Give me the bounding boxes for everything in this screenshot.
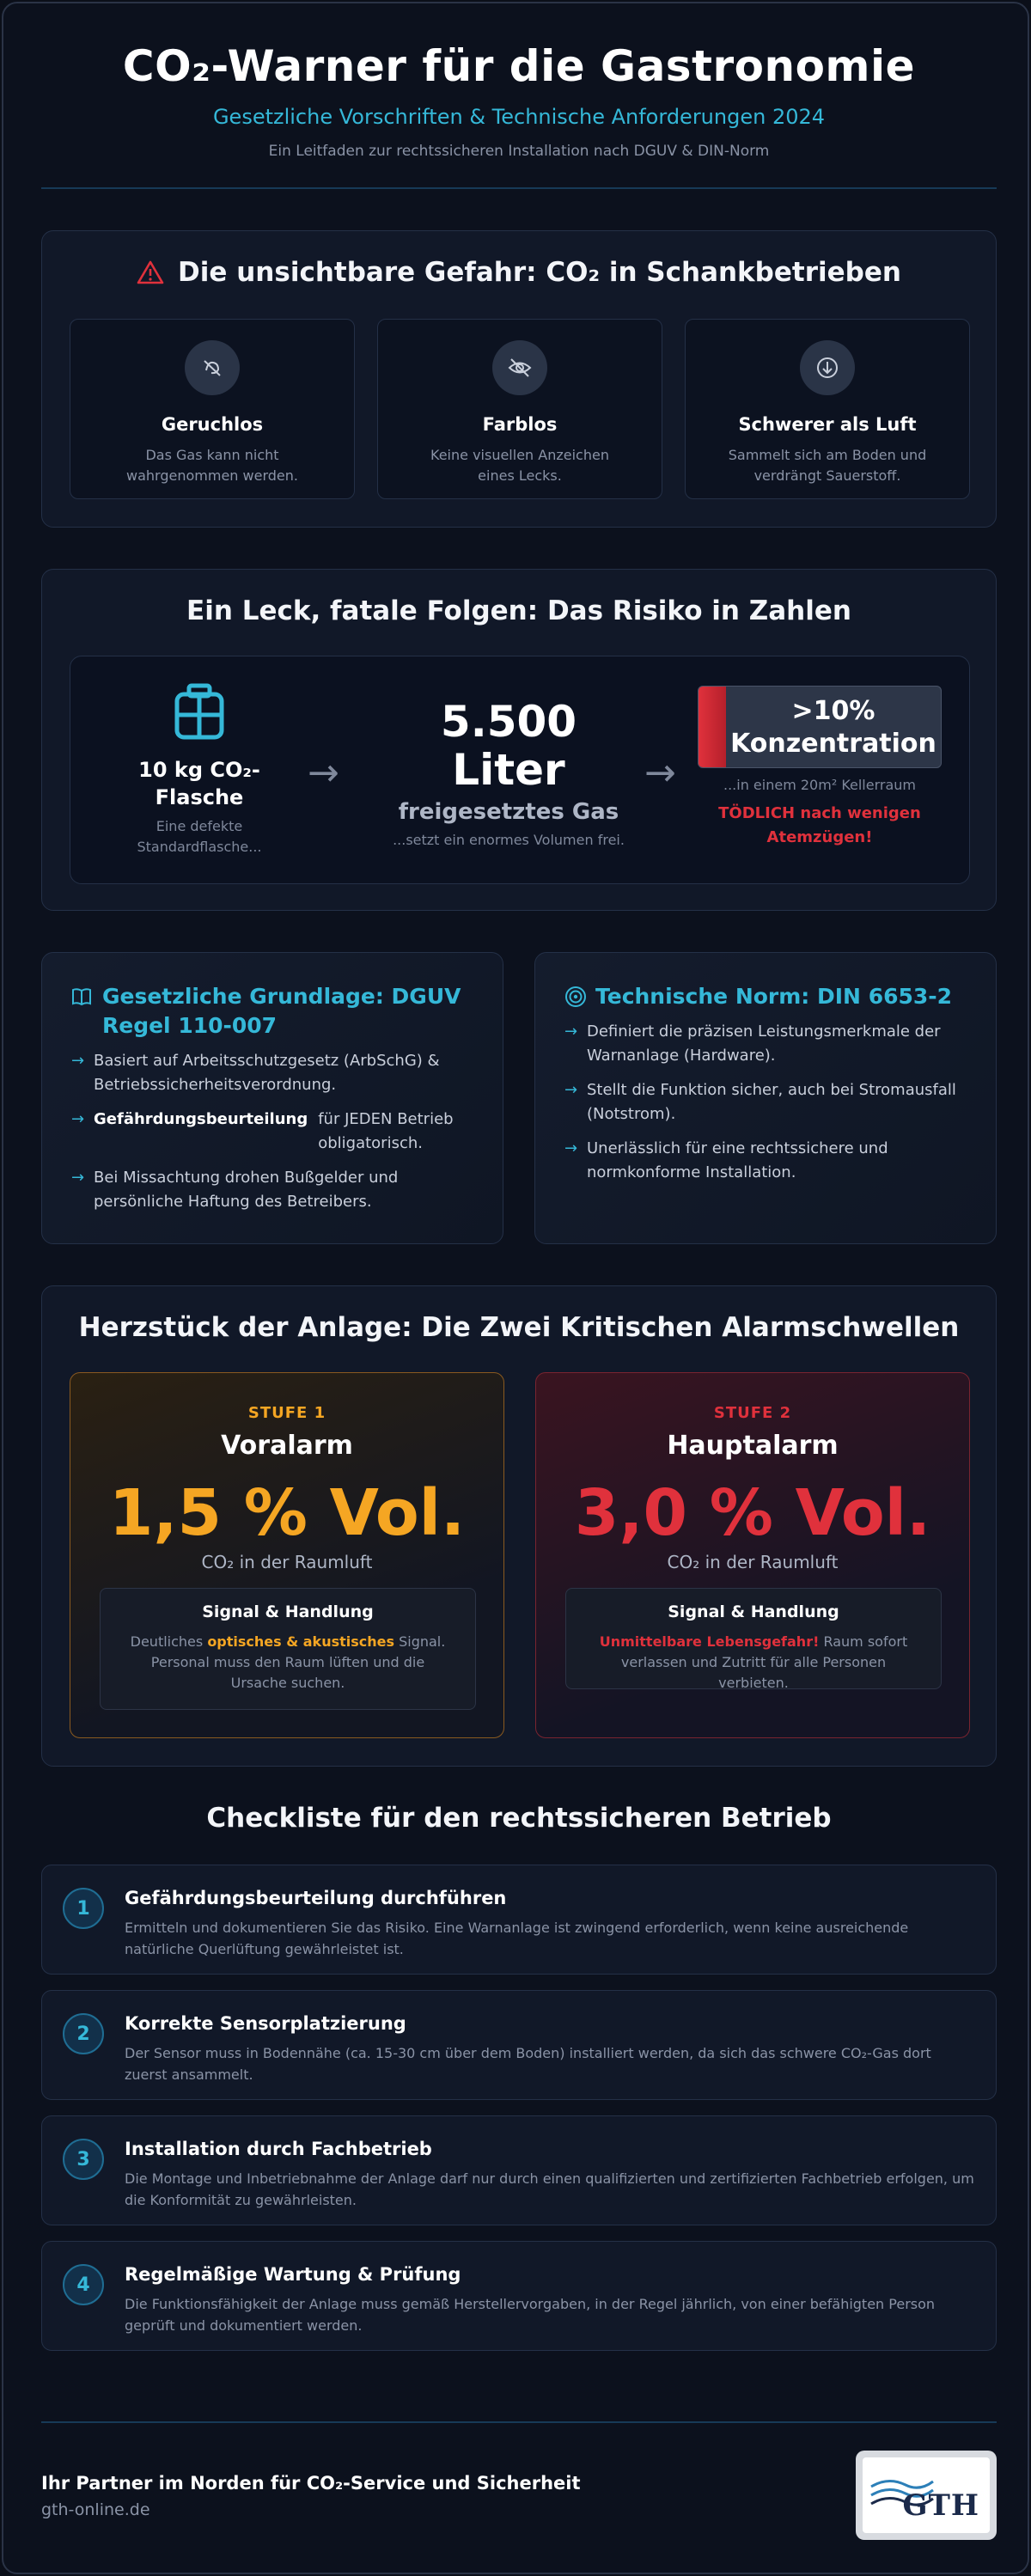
volume-block (363, 698, 655, 848)
concentration-badge (698, 686, 942, 768)
risk-panel (70, 656, 970, 884)
logo-inner (863, 2457, 990, 2533)
eye-off-icon (492, 340, 547, 395)
risk-section (41, 569, 997, 911)
volume-label: freigesetztes Gas (398, 799, 619, 825)
list-item: → Unerlässlich für eine rechtssichere und normkonforme Installation. (564, 1137, 977, 1185)
bottle-text: Eine defekte Standardflasche... (137, 818, 262, 855)
alarm-name: Hauptalarm (667, 1431, 839, 1461)
bold-term: Gefährdungsbeurteilung (94, 1110, 308, 1128)
concentration-value: >10% Konzentration (730, 696, 936, 759)
step-number: 4 (63, 2264, 104, 2305)
arrow-icon: → (564, 1081, 578, 1099)
checklist-item (41, 1865, 997, 1975)
checklist-title: Checkliste für den rechtssicheren Betrieb (206, 1803, 832, 1834)
footer-divider (41, 2421, 997, 2423)
volume-text: ...setzt ein enormes Volumen frei. (393, 832, 625, 848)
risk-title: Ein Leck, fatale Folgen: Das Risiko in Zahlen (186, 595, 851, 626)
danger-heading (42, 257, 996, 288)
legal-heading (71, 982, 484, 1041)
prop-title: Farblos (482, 414, 558, 435)
volume-unit: Liter (452, 745, 565, 795)
volume-value: 5.500 (440, 697, 577, 747)
step-text: Die Funktionsfähigkeit der Anlage muss gemäß Herstellervorgaben, in der Regel jährlich, von einer befähigten Person geprüft und dokumentiert werden. (125, 2296, 936, 2334)
arrow-icon: → (71, 1169, 85, 1187)
alarm-name: Voralarm (221, 1431, 353, 1461)
page-subtitle: Gesetzliche Vorschriften & Technische Anforderungen 2024 (212, 105, 826, 129)
checklist-item (41, 1990, 997, 2100)
list-item: → Gefährdungsbeurteilung für JEDEN Betrieb obligatorisch. (71, 1108, 484, 1156)
content (41, 3, 997, 2523)
alarm-stage: STUFE 2 (713, 1404, 792, 1422)
gas-bottle-icon (172, 682, 227, 741)
danger-section (41, 230, 997, 528)
arrow-down-icon (800, 340, 855, 395)
arrow-icon: → (71, 1110, 85, 1128)
alarm-level-main (535, 1372, 970, 1738)
signal-box (100, 1588, 476, 1710)
checklist-item (41, 2241, 997, 2351)
alarm-title: Herzstück der Anlage: Die Zwei Kritischen Alarmschwellen (78, 1312, 960, 1343)
checklist-item (41, 2115, 997, 2225)
prop-title: Schwerer als Luft (738, 414, 917, 435)
prop-card-heavier (685, 319, 970, 499)
list-item: → Bei Missachtung drohen Bußgelder und persönliche Haftung des Betreibers. (71, 1166, 484, 1214)
concentration-text: ...in einem 20m² Kellerraum (723, 777, 916, 793)
header (41, 3, 997, 189)
step-number: 1 (63, 1888, 104, 1929)
alarm-value: 1,5 % Vol. (108, 1476, 466, 1550)
alarm-unit: CO₂ in der Raumluft (201, 1552, 373, 1572)
prop-text: Sammelt sich am Boden und verdrängt Sauerstoff. (728, 447, 927, 484)
signal-text: Unmittelbare Lebensgefahr! Raum sofort verlassen und Zutritt für alle Personen verbieten. (599, 1633, 908, 1691)
alarm-level-pre (70, 1372, 504, 1738)
signal-text: Deutliches optisches & akustisches Signal. Personal muss den Raum lüften und die Ursache suchen. (130, 1633, 446, 1691)
alarm-value: 3,0 % Vol. (574, 1476, 931, 1550)
signal-box (565, 1588, 942, 1689)
arrow-icon: → (564, 1139, 578, 1157)
danger-title: Die unsichtbare Gefahr: CO₂ in Schankbetrieben (178, 257, 901, 288)
step-title: Installation durch Fachbetrieb (125, 2139, 432, 2159)
prop-card-colorless (377, 319, 662, 499)
norm-heading (564, 982, 977, 1011)
concentration-bar (699, 687, 726, 767)
list-item: → Basiert auf Arbeitsschutzgesetz (ArbSchG) & Betriebssicherheitsverordnung. (71, 1049, 484, 1097)
list-item: → Definiert die präzisen Leistungsmerkmale der Warnanlage (Hardware). (564, 1020, 977, 1068)
prop-text: Das Gas kann nicht wahrgenommen werden. (126, 447, 298, 484)
concentration-warning: TÖDLICH nach wenigen Atemzügen! (718, 804, 921, 846)
footer-tagline: Ihr Partner im Norden für CO₂-Service und Sicherheit (41, 2473, 581, 2494)
legal-list (71, 1049, 484, 1224)
arrow-right-icon: → (644, 751, 676, 795)
concentration-block (698, 686, 942, 850)
step-text: Ermitteln und dokumentieren Sie das Risiko. Eine Warnanlage ist zwingend erforderlich, wenn keine ausreichende natürliche Querlüftung gewährleistet ist. (125, 1920, 909, 1957)
prop-text: Keine visuellen Anzeichen eines Lecks. (430, 447, 609, 484)
bottle-title: 10 kg CO₂-Flasche (138, 758, 260, 809)
bottle-block (105, 682, 294, 858)
nose-crossed-icon (185, 340, 240, 395)
prop-card-odorless (70, 319, 355, 499)
danger-props (70, 319, 970, 499)
prop-title: Geruchlos (161, 414, 264, 435)
step-number: 3 (63, 2139, 104, 2180)
step-text: Die Montage und Inbetriebnahme der Anlage darf nur durch einen qualifizierten und zertifizierten Fachbetrieb erfolgen, um die Konformität zu gewährleisten. (125, 2170, 974, 2208)
page-frame (2, 2, 1029, 2574)
norm-card (534, 952, 997, 1244)
alarm-stage: STUFE 1 (247, 1404, 326, 1422)
signal-title: Signal & Handlung (668, 1602, 839, 1621)
step-title: Gefährdungsbeurteilung durchführen (125, 1888, 507, 1908)
step-number: 2 (63, 2013, 104, 2054)
step-text: Der Sensor muss in Bodennähe (ca. 15-30 cm über dem Boden) installiert werden, da sich das schwere CO₂-Gas dort zuerst ansammelt. (125, 2045, 931, 2083)
book-icon (71, 987, 92, 1006)
company-logo (856, 2451, 997, 2540)
legal-card (41, 952, 503, 1244)
step-title: Regelmäßige Wartung & Prüfung (125, 2264, 461, 2285)
page-title: CO₂-Warner für die Gastronomie (122, 41, 916, 91)
page-lead: Ein Leitfaden zur rechtssicheren Installation nach DGUV & DIN-Norm (268, 143, 770, 160)
footer-url[interactable]: gth-online.de (41, 2500, 150, 2519)
alarm-unit: CO₂ in der Raumluft (667, 1552, 839, 1572)
arrow-icon: → (71, 1052, 85, 1070)
arrow-icon: → (564, 1022, 578, 1041)
list-item: → Stellt die Funktion sicher, auch bei Stromausfall (Notstrom). (564, 1078, 977, 1126)
step-title: Korrekte Sensorplatzierung (125, 2013, 406, 2034)
target-icon (564, 986, 587, 1008)
norm-list (564, 1020, 977, 1195)
norm-title: Technische Norm: DIN 6653-2 (595, 984, 953, 1009)
arrow-right-icon: → (308, 751, 339, 795)
alarm-section (41, 1285, 997, 1767)
logo-text: GTH (902, 2488, 979, 2523)
warning-triangle-icon (137, 259, 164, 285)
signal-title: Signal & Handlung (202, 1602, 374, 1621)
legal-title: Gesetzliche Grundlage: DGUV Regel 110-007 (102, 984, 461, 1038)
